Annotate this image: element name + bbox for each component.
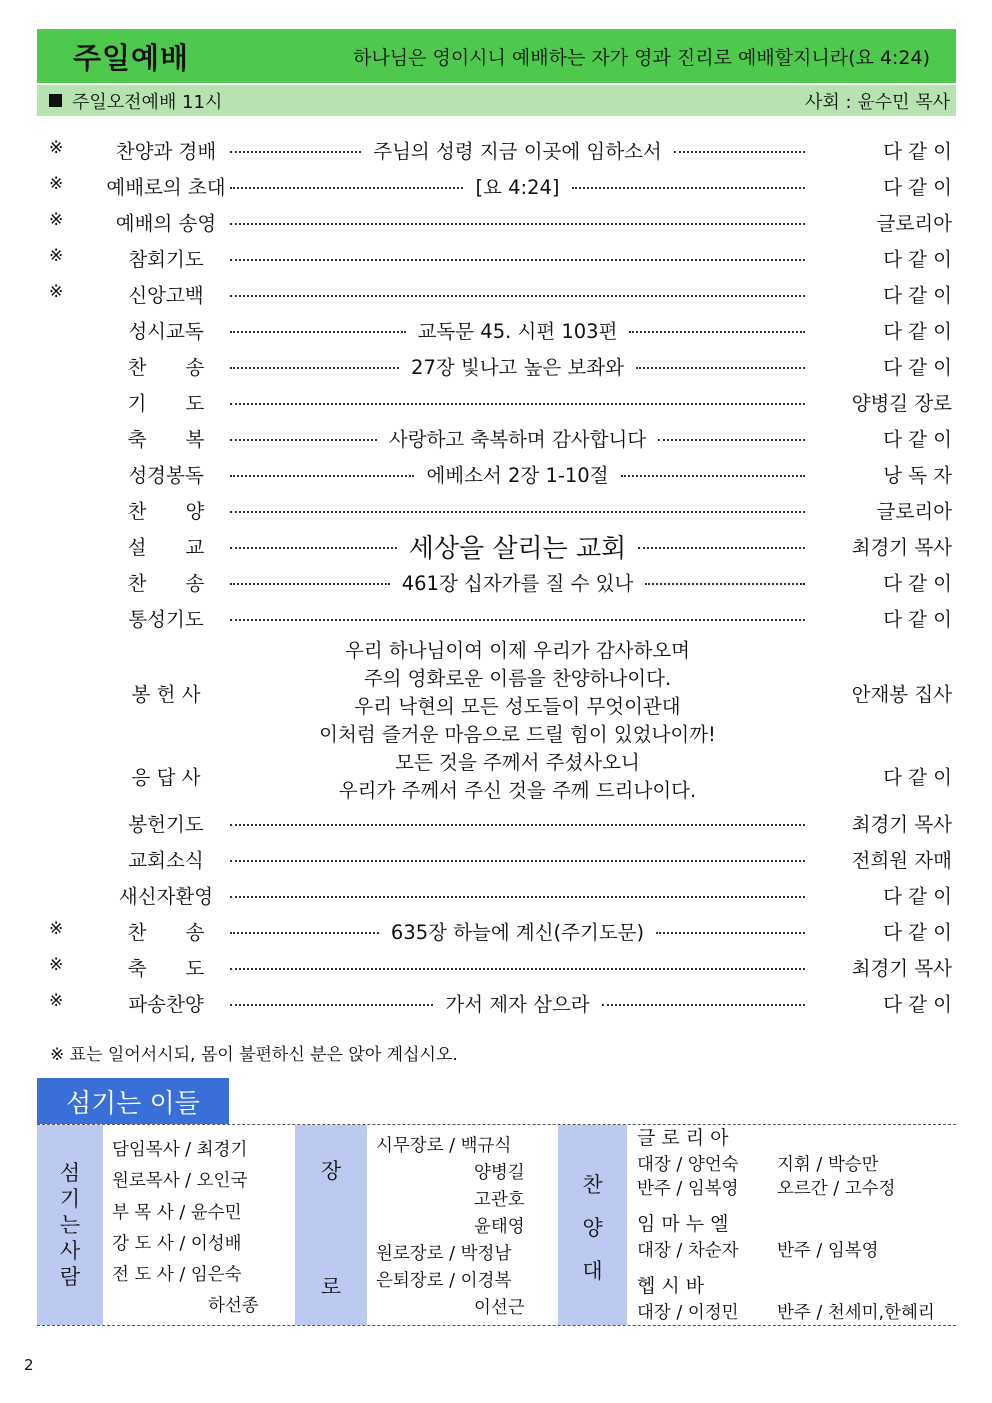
order-item-leader-dots (230, 280, 805, 308)
order-item-detail: [요 4:24] (475, 176, 560, 199)
order-item-name: 축 도 (127, 957, 205, 980)
order-item-detail: 사랑하고 축복하며 감사합니다 (388, 428, 647, 451)
service-host: 사회 : 윤수민 목사 (805, 91, 950, 113)
order-item-name: 성시교독 (128, 320, 204, 343)
response-leader: 다 같 이 (883, 766, 952, 789)
order-item-detail: 주님의 성령 지금 이곳에 임하소서 (373, 140, 662, 163)
order-item (37, 564, 956, 600)
order-item-leader-dots (230, 568, 805, 596)
order-item-leader-dots (230, 532, 805, 564)
staff-preacher: 강 도 사 / 이성배 (112, 1234, 242, 1254)
order-item-leader: 다 같 이 (883, 572, 952, 595)
page-title: 주일예배 (73, 40, 190, 75)
servants-bottom-divider (37, 1325, 956, 1326)
order-item (37, 492, 956, 528)
staff-evangelist: 전 도 사 / 임은숙 (112, 1265, 242, 1285)
order-item-detail: 에베소서 2장 1-10절 (426, 464, 609, 487)
order-item-name: 봉헌기도 (128, 813, 204, 836)
standing-mark: ※ (49, 246, 64, 266)
choir-column-header: 찬 양 대 (558, 1125, 627, 1325)
choir-hephzibah-title: 헵 시 바 (637, 1275, 705, 1297)
order-item-leader: 다 같 이 (883, 320, 952, 343)
order-item-leader-dots (230, 352, 805, 380)
choir-gloria-accompanist: 반주 / 임복영 (637, 1179, 739, 1199)
order-item-leader: 다 같 이 (883, 993, 952, 1016)
order-item-leader-dots (230, 316, 805, 344)
order-item-leader: 최경기 목사 (851, 536, 952, 559)
order-item-leader: 다 같 이 (883, 176, 952, 199)
offering-line: 주의 영화로운 이름을 찬양하나이다. (363, 667, 672, 690)
order-item (37, 877, 956, 913)
order-item-leader: 양병길 장로 (851, 392, 952, 415)
order-item (37, 240, 956, 276)
order-item-name: 파송찬양 (128, 993, 204, 1016)
elder-emeritus: 원로장로 / 박정남 (376, 1244, 512, 1264)
order-item-leader: 다 같 이 (883, 356, 952, 379)
staff-senior-pastor: 담임목사 / 최경기 (112, 1140, 248, 1160)
order-item-name: 찬 양 (127, 500, 205, 523)
choir-hephzibah-accompanist: 반주 / 천세미,한혜리 (777, 1303, 935, 1323)
servants-top-divider (37, 1124, 956, 1125)
offering-line: 이처럼 즐거운 마음으로 드릴 힘이 있었나이까! (319, 723, 716, 746)
choir-gloria-title: 글 로 리 아 (637, 1127, 729, 1149)
order-item-detail: 교독문 45. 시편 103편 (417, 320, 618, 343)
standing-mark: ※ (49, 919, 64, 939)
servants-column-header: 섬 기 는 사 람 (37, 1125, 103, 1325)
order-item-detail: 461장 십자가를 질 수 있나 (401, 572, 634, 595)
standing-mark: ※ (49, 282, 64, 302)
servants-title: 섬기는 이들 (37, 1078, 229, 1124)
order-item-leader-dots (230, 953, 805, 981)
order-item (37, 312, 956, 348)
order-item-name: 기 도 (127, 392, 205, 415)
order-item (37, 456, 956, 492)
order-item-name: 통성기도 (128, 608, 204, 631)
elder-retired-1: 은퇴장로 / 이경복 (376, 1271, 512, 1291)
order-item (37, 204, 956, 240)
order-item (37, 985, 956, 1021)
order-item-leader: 최경기 목사 (851, 813, 952, 836)
elder-active-2: 양병길 (474, 1163, 525, 1183)
service-header (37, 29, 956, 83)
order-item-leader: 다 같 이 (883, 140, 952, 163)
order-item-leader-dots (230, 424, 805, 452)
offering-line: 우리 낙현의 모든 성도들이 무엇이관대 (354, 695, 681, 718)
order-item (37, 168, 956, 204)
order-item-leader: 다 같 이 (883, 885, 952, 908)
elder-retired-2: 이선근 (474, 1298, 525, 1318)
standing-mark: ※ (49, 174, 64, 194)
order-item-leader: 낭 독 자 (883, 464, 952, 487)
staff-evangelist-2: 하선종 (208, 1296, 259, 1316)
order-item-name: 참회기도 (128, 248, 204, 271)
order-item (37, 132, 956, 168)
elders-column-header: 장 로 (295, 1125, 367, 1325)
order-item-leader: 다 같 이 (883, 248, 952, 271)
order-item-name: 교회소식 (128, 849, 204, 872)
order-item-detail: 가서 제자 삼으라 (445, 993, 590, 1016)
choir-immanuel-title: 임 마 누 엘 (637, 1213, 729, 1235)
service-subheader (37, 85, 956, 116)
order-item-detail: 635장 하늘에 계신(주기도문) (390, 921, 645, 944)
staff-emeritus-pastor: 원로목사 / 오인국 (112, 1171, 248, 1191)
order-item-name: 축 복 (127, 428, 205, 451)
standing-mark: ※ (49, 955, 64, 975)
order-item-name: 찬 송 (127, 356, 205, 379)
order-item-leader-dots (230, 845, 805, 873)
order-item-leader: 최경기 목사 (851, 957, 952, 980)
order-item-name: 설 교 (127, 536, 205, 559)
order-item-name: 예배의 송영 (115, 212, 217, 235)
choir-hephzibah-leader: 대장 / 이정민 (637, 1303, 739, 1323)
offering-label: 봉 헌 사 (131, 683, 201, 706)
order-item-leader: 다 같 이 (883, 428, 952, 451)
order-item (37, 528, 956, 564)
order-item-name: 예배로의 초대 (106, 176, 226, 199)
service-time: 주일오전예배 11시 (72, 91, 223, 113)
order-item (37, 913, 956, 949)
order-item-leader-dots (230, 208, 805, 236)
standing-note: ※ 표는 일어서시되, 몸이 불편하신 분은 앉아 계십시오. (50, 1045, 458, 1065)
response-label: 응 답 사 (131, 766, 201, 789)
order-item-leader-dots (230, 604, 805, 632)
elder-active-1: 시무장로 / 백규식 (376, 1136, 512, 1156)
offering-section (37, 637, 956, 807)
order-item (37, 420, 956, 456)
order-item-leader-dots (230, 172, 805, 200)
order-item-leader: 글로리아 (876, 212, 952, 235)
order-item (37, 600, 956, 636)
order-item (37, 276, 956, 312)
order-item-leader: 글로리아 (876, 500, 952, 523)
order-item-leader-dots (230, 244, 805, 272)
square-bullet-icon (49, 94, 62, 107)
order-item-leader-dots (230, 809, 805, 837)
choir-immanuel-accompanist: 반주 / 임복영 (777, 1241, 879, 1261)
order-of-worship-top (37, 132, 956, 636)
choir-immanuel-leader: 대장 / 차순자 (637, 1241, 739, 1261)
order-item-leader: 다 같 이 (883, 921, 952, 944)
order-item (37, 384, 956, 420)
order-item-leader: 다 같 이 (883, 608, 952, 631)
elder-active-4: 윤태영 (474, 1217, 525, 1237)
order-item-detail: 세상을 살리는 교회 (408, 533, 627, 564)
page-number: 2 (24, 1356, 34, 1374)
order-item-name: 성경봉독 (128, 464, 204, 487)
order-item-name: 찬 송 (127, 572, 205, 595)
offering-prayer-text (230, 637, 805, 805)
standing-mark: ※ (49, 210, 64, 230)
standing-mark: ※ (49, 991, 64, 1011)
order-item-leader-dots (230, 989, 805, 1017)
standing-mark: ※ (49, 138, 64, 158)
choir-gloria-leader: 대장 / 양언숙 (637, 1155, 739, 1175)
order-item-name: 신앙고백 (128, 284, 204, 307)
choir-gloria-organist: 오르간 / 고수정 (777, 1179, 896, 1199)
order-item (37, 841, 956, 877)
order-item-leader-dots (230, 388, 805, 416)
offering-line: 우리가 주께서 주신 것을 주께 드리나이다. (338, 779, 697, 802)
choir-gloria-conductor: 지휘 / 박승만 (777, 1155, 879, 1175)
order-item-name: 찬양과 경배 (115, 140, 217, 163)
order-item-leader-dots (230, 460, 805, 488)
staff-associate-pastor: 부 목 사 / 윤수민 (112, 1203, 242, 1223)
order-item-name: 새신자환영 (118, 885, 214, 908)
order-item-leader-dots (230, 136, 805, 164)
order-item-detail: 27장 빛나고 높은 보좌와 (411, 356, 624, 379)
order-item-leader-dots (230, 917, 805, 945)
order-item (37, 348, 956, 384)
elder-active-3: 고관호 (474, 1190, 525, 1210)
order-item-leader: 전희원 자매 (851, 849, 952, 872)
order-item-leader: 다 같 이 (883, 284, 952, 307)
order-item-name: 찬 송 (127, 921, 205, 944)
offering-line: 우리 하나님이여 이제 우리가 감사하오며 (344, 639, 691, 662)
order-of-worship-bottom (37, 805, 956, 1021)
order-item (37, 949, 956, 985)
order-item-leader-dots (230, 881, 805, 909)
header-verse: 하나님은 영이시니 예배하는 자가 영과 진리로 예배할지니라(요 4:24) (353, 46, 930, 69)
order-item-leader-dots (230, 496, 805, 524)
order-item (37, 805, 956, 841)
offering-leader: 안재봉 집사 (851, 683, 952, 706)
offering-line: 모든 것을 주께서 주셨사오니 (395, 751, 640, 774)
